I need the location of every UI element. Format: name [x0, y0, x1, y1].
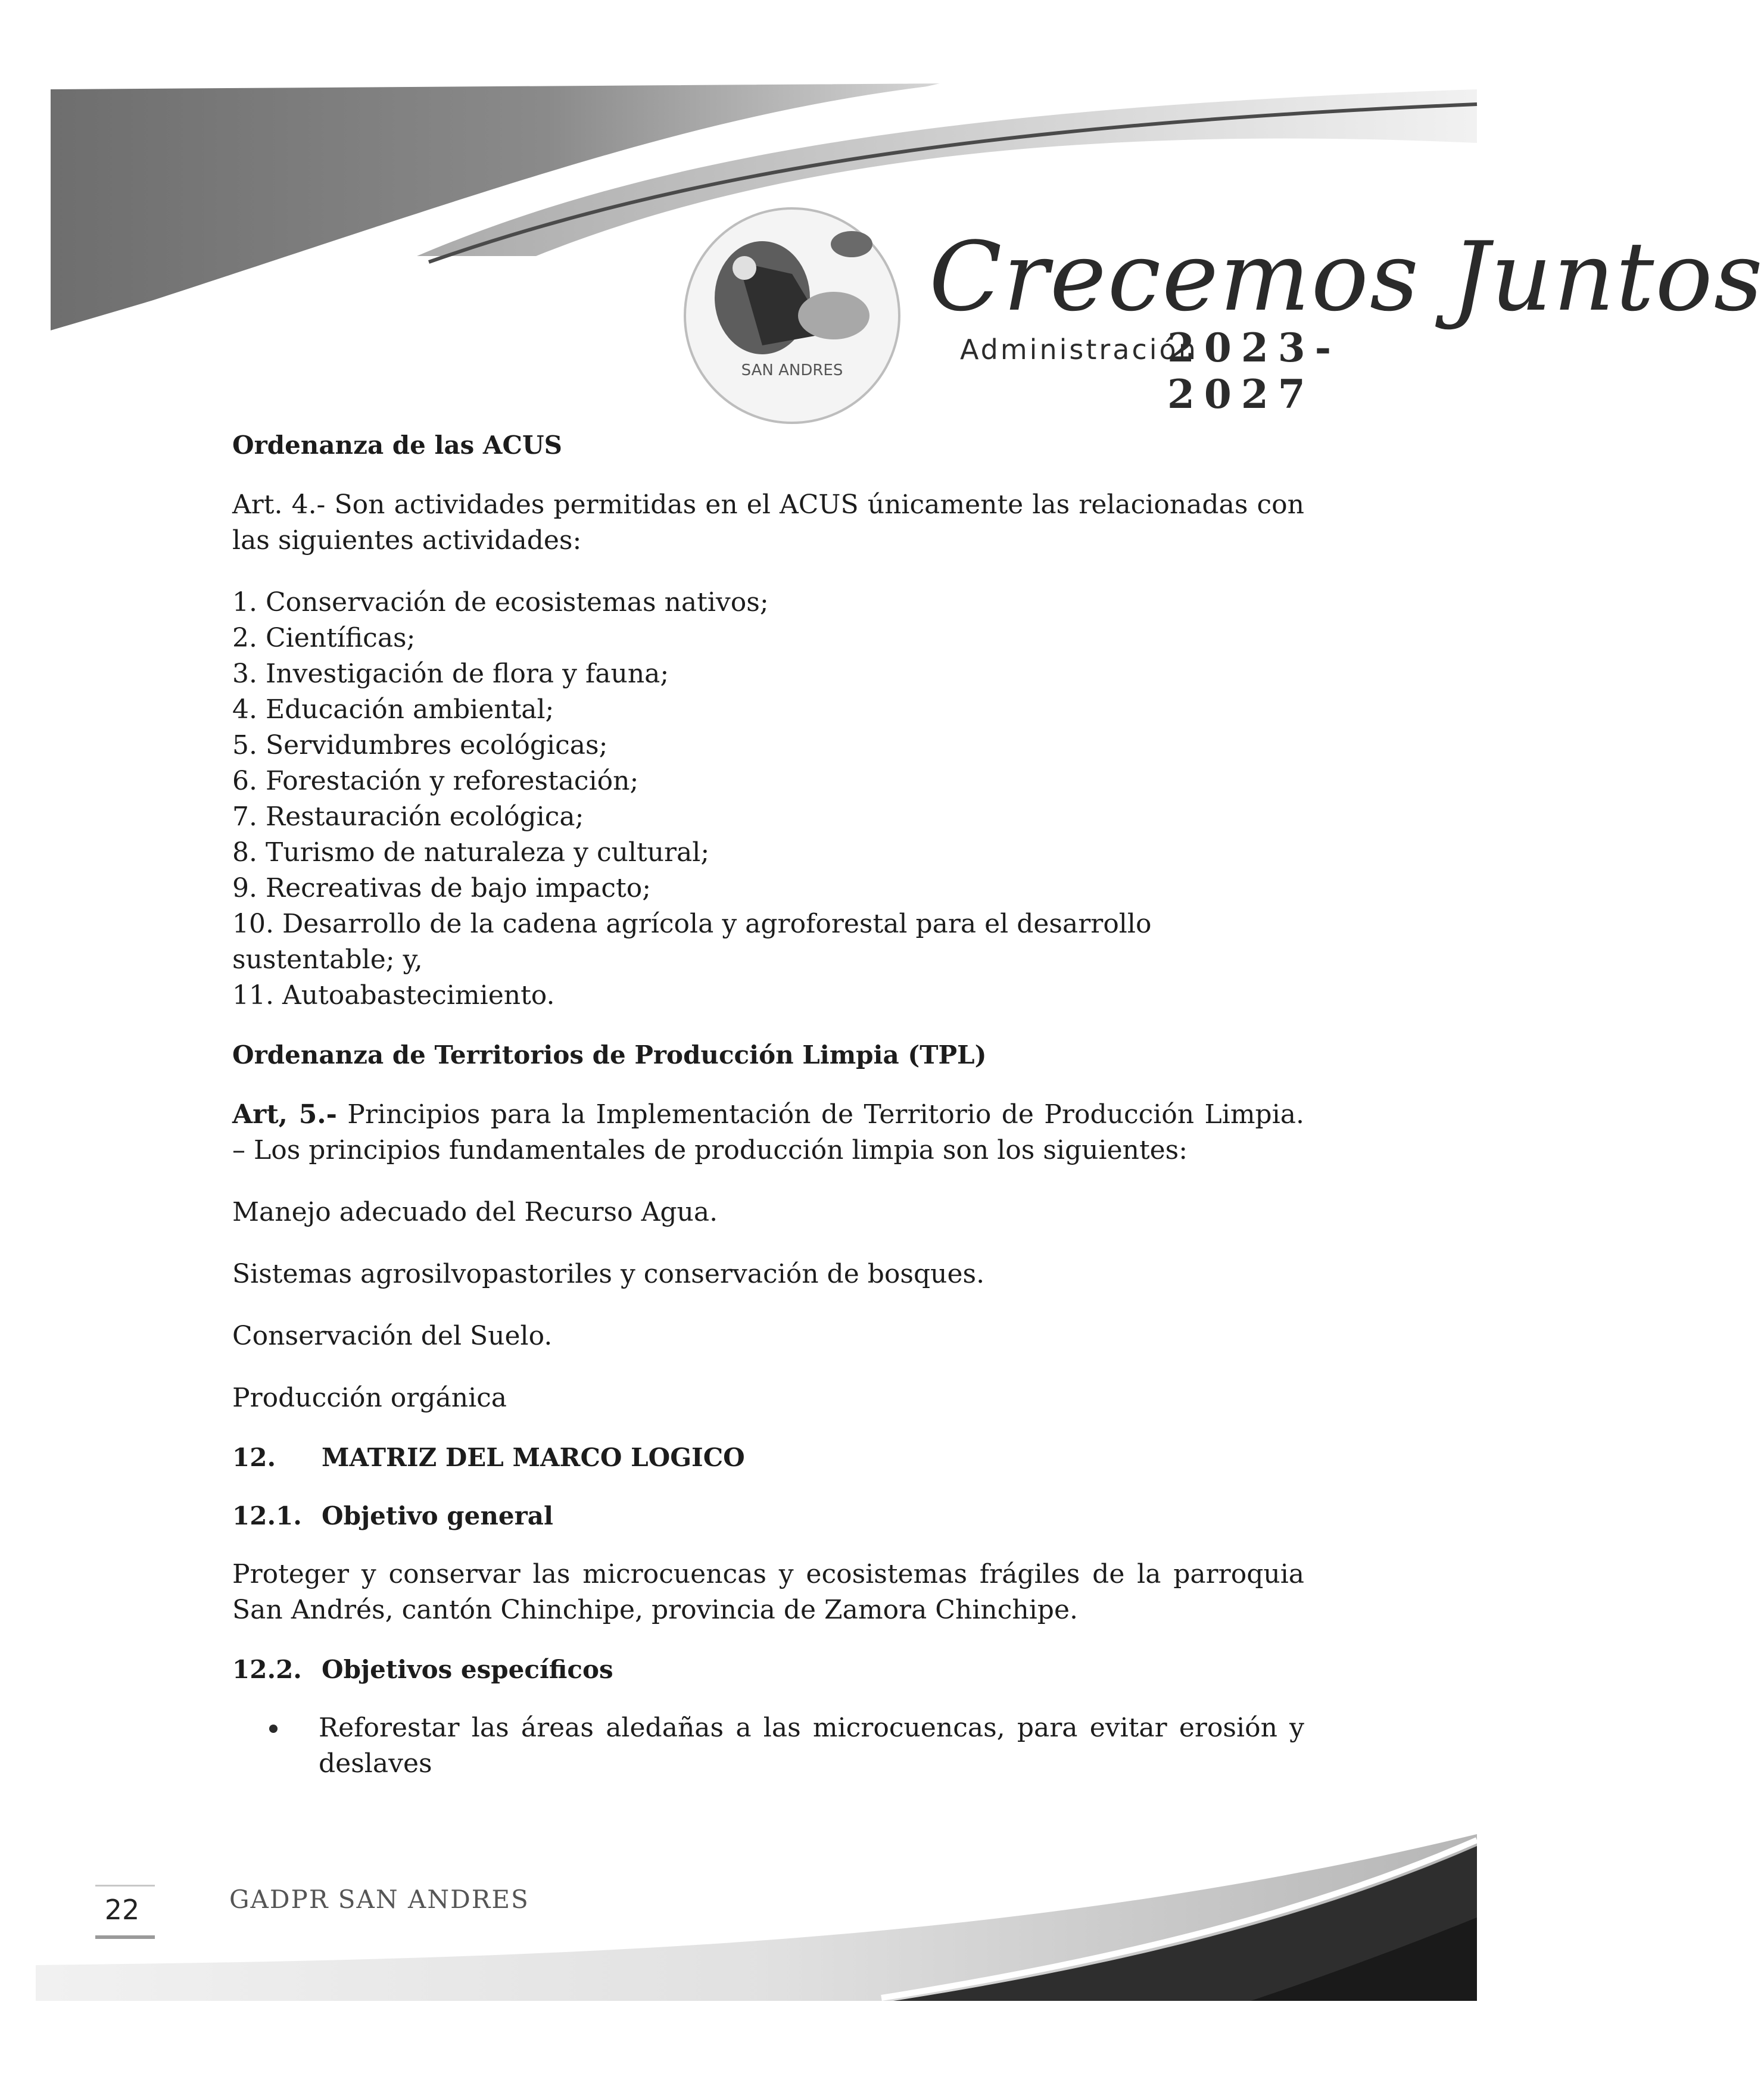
- principle-item: Conservación del Suelo.: [232, 1321, 553, 1351]
- page-number: 22: [104, 1894, 140, 1926]
- administration-label: Administración: [960, 333, 1198, 366]
- principle-item: Sistemas agrosilvopastoriles y conservación de bosques.: [232, 1259, 985, 1289]
- section-12-1-heading: [232, 1498, 1304, 1534]
- list-item: 9. Recreativas de bajo impacto;: [232, 873, 652, 903]
- page-number-rule-top: [95, 1885, 155, 1887]
- list-item: 5. Servidumbres ecológicas;: [232, 730, 608, 760]
- principle-item: Producción orgánica: [232, 1383, 507, 1413]
- section-number: 12.1.: [232, 1501, 302, 1530]
- article-5-text: Principios para la Implementación de Territorio de Producción Limpia. – Los principios fundamentales de producción limpia son los siguientes:: [232, 1099, 1304, 1165]
- document-body: [232, 428, 1304, 1782]
- list-item: 7. Restauración ecológica;: [232, 802, 584, 832]
- article-5-paragraph: [232, 1097, 1304, 1168]
- list-item: 3. Investigación de flora y fauna;: [232, 659, 669, 689]
- section-title: MATRIZ DEL MARCO LOGICO: [322, 1443, 745, 1472]
- section-title: Objetivos específicos: [322, 1655, 613, 1684]
- list-item: 11. Autoabastecimiento.: [232, 980, 555, 1011]
- section-12-heading: [232, 1440, 1304, 1476]
- logo-text: SAN ANDRES: [741, 361, 843, 379]
- municipal-logo: [673, 197, 911, 435]
- list-item: 10. Desarrollo de la cadena agrícola y agroforestal para el desarrollo sustentable; y,: [232, 909, 1152, 975]
- specific-objectives-list: [232, 1710, 1304, 1782]
- tpl-heading: Ordenanza de Territorios de Producción Limpia (TPL): [232, 1040, 987, 1070]
- list-item: 8. Turismo de naturaleza y cultural;: [232, 837, 710, 868]
- list-item: [232, 1710, 1304, 1782]
- slogan-text: Crecemos Juntos: [929, 221, 1764, 332]
- acus-activities-list: [232, 585, 1304, 1014]
- list-item: 6. Forestación y reforestación;: [232, 766, 639, 796]
- article-5-label: Art, 5.-: [232, 1099, 337, 1130]
- list-item: 2. Científicas;: [232, 623, 416, 653]
- objective-text: Reforestar las áreas aledañas a las microcuencas, para evitar erosión y deslaves: [319, 1713, 1304, 1779]
- page-number-rule-bottom: [95, 1935, 155, 1939]
- acus-heading: Ordenanza de las ACUS: [232, 431, 562, 460]
- article-4-text: Art. 4.- Son actividades permitidas en el ACUS únicamente las relacionadas con las siguientes actividades:: [232, 489, 1304, 556]
- footer-organization: GADPR SAN ANDRES: [229, 1885, 529, 1914]
- section-number: 12.: [232, 1443, 276, 1472]
- bullet-icon: [269, 1725, 278, 1733]
- list-item: 1. Conservación de ecosistemas nativos;: [232, 587, 769, 618]
- administration-years: 2023-2027: [1167, 325, 1341, 417]
- principle-item: Manejo adecuado del Recurso Agua.: [232, 1197, 718, 1227]
- list-item: 4. Educación ambiental;: [232, 694, 554, 725]
- section-title: Objetivo general: [322, 1501, 553, 1530]
- section-number: 12.2.: [232, 1655, 302, 1684]
- footer-band-graphic: [0, 1810, 1477, 2049]
- general-objective-text: Proteger y conservar las microcuencas y ecosistemas frágiles de la parroquia San Andrés, cantón Chinchipe, provincia de Zamora Chinchipe.: [232, 1559, 1304, 1625]
- section-12-2-heading: [232, 1652, 1304, 1688]
